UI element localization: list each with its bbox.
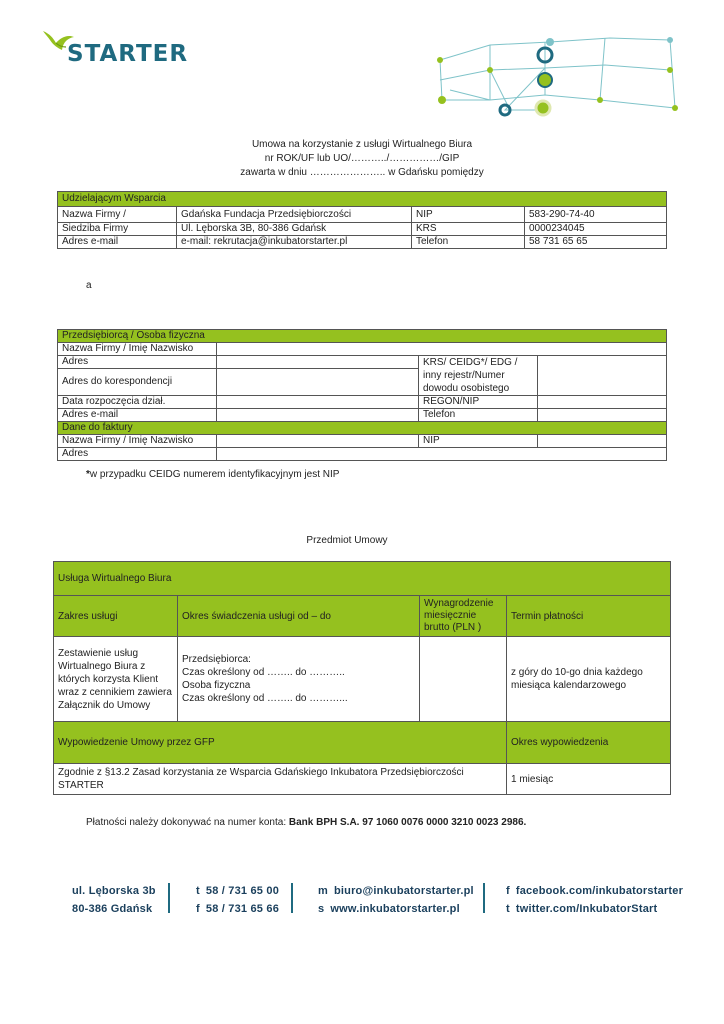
cell-label: Nazwa Firmy / Imię Nazwisko <box>58 343 217 356</box>
title-line-1: Umowa na korzystanie z usługi Wirtualnego Biura <box>251 139 473 150</box>
facebook-icon: f <box>506 885 510 897</box>
client-table <box>57 329 667 461</box>
conjunction: a <box>86 280 92 291</box>
phone-field[interactable] <box>538 409 667 422</box>
footer-contact <box>318 882 474 918</box>
payment-text: Płatności należy dokonywać na numer konta: <box>86 817 289 828</box>
termination-period-cell: 1 miesiąc <box>507 764 671 795</box>
cell-label: Adres do korespondencji <box>58 369 217 396</box>
footer-twitter-link[interactable]: twitter.com/InkubatorStart <box>515 903 658 915</box>
cell-value: Gdańska Fundacja Przedsiębiorczości <box>177 207 412 223</box>
name-field[interactable] <box>217 343 667 356</box>
table-row <box>58 448 667 461</box>
service-header-row <box>54 562 671 596</box>
cell-label: KRS/ CEIDG*/ EDG / inny rejestr/Numer dowodu osobistego <box>419 356 538 396</box>
email-field[interactable] <box>217 409 419 422</box>
footer-divider <box>168 883 170 913</box>
table-row <box>58 223 667 236</box>
footer-divider <box>483 883 485 913</box>
footer-address <box>72 882 156 918</box>
cell-label: Data rozpoczęcia dział. <box>58 396 217 409</box>
cell-label: Telefon <box>412 236 525 249</box>
cell-label: Siedziba Firmy <box>58 223 177 236</box>
period-line: Czas określony od …….. do ……….. <box>182 667 345 678</box>
address-field[interactable] <box>217 356 419 369</box>
cell-value: Ul. Lęborska 3B, 80-386 Gdańsk <box>177 223 412 236</box>
footnote <box>86 469 339 480</box>
column-header: Okres wypowiedzenia <box>507 722 671 764</box>
cell-value: e-mail: rekrutacja@inkubatorstarter.pl <box>177 236 412 249</box>
title-line-3: zawarta w dniu ………………….. w Gdańsku pomiędzy <box>240 167 484 178</box>
correspondence-field[interactable] <box>217 369 419 396</box>
table-row <box>58 356 667 369</box>
footnote-star: * <box>86 469 90 480</box>
payment-note <box>86 817 526 828</box>
web-icon: s <box>318 903 325 915</box>
due-cell: z góry do 10-go dnia każdego miesiąca kalendarzowego <box>507 637 671 722</box>
invoice-address-field[interactable] <box>217 448 667 461</box>
footer-social <box>506 882 683 918</box>
period-cell <box>178 637 420 722</box>
footer-address-line: 80-386 Gdańsk <box>72 903 153 915</box>
cell-label: Nazwa Firmy / Imię Nazwisko <box>58 435 217 448</box>
invoice-name-field[interactable] <box>217 435 419 448</box>
cell-label: Adres <box>58 448 217 461</box>
footer-divider <box>291 883 293 913</box>
cell-value: 0000234045 <box>525 223 667 236</box>
table-row <box>58 396 667 409</box>
table-row <box>58 236 667 249</box>
cell-value: 58 731 65 65 <box>525 236 667 249</box>
cell-label: NIP <box>412 207 525 223</box>
network-graphic <box>430 30 685 120</box>
cell-label: Adres e-mail <box>58 236 177 249</box>
scope-cell: Zestawienie usług Wirtualnego Biura z których korzysta Klient wraz z cennikiem zawiera Załącznik do Umowy <box>54 637 178 722</box>
fee-field[interactable] <box>420 637 507 722</box>
logo-wordmark: STARTER <box>67 41 189 67</box>
column-header: Okres świadczenia usługi od – do <box>178 596 420 637</box>
footer-phones <box>196 882 279 918</box>
footnote-text: w przypadku CEIDG numerem identyfikacyjnym jest NIP <box>89 469 340 480</box>
table-row <box>58 435 667 448</box>
section-title: Usługa Wirtualnego Biura <box>54 562 671 596</box>
footer-email-link[interactable]: biuro@inkubatorstarter.pl <box>333 885 474 897</box>
column-header: Wynagrodzenie miesięcznie brutto (PLN ) <box>420 596 507 637</box>
cell-label: Nazwa Firmy / <box>58 207 177 223</box>
table-row <box>58 343 667 356</box>
table-row <box>58 409 667 422</box>
client-header-row <box>58 330 667 343</box>
termination-rule-cell: Zgodnie z §13.2 Zasad korzystania ze Wsparcia Gdańskiego Inkubatora Przedsiębiorczości STARTER <box>54 764 507 795</box>
period-line: Przedsiębiorca: <box>182 654 251 665</box>
cell-label: REGON/NIP <box>419 396 538 409</box>
invoice-header-row <box>58 422 667 435</box>
table-row <box>54 764 671 795</box>
footer-phone: 58 / 731 65 00 <box>205 885 280 897</box>
provider-header-row <box>58 192 667 207</box>
cell-label: KRS <box>412 223 525 236</box>
period-line: Czas określony od …….. do ………... <box>182 693 348 704</box>
section-title: Wypowiedzenie Umowy przez GFP <box>54 722 507 764</box>
invoice-nip-field[interactable] <box>538 435 667 448</box>
column-header-row <box>54 596 671 637</box>
footer-fax: 58 / 731 65 66 <box>205 903 280 915</box>
column-header: Termin płatności <box>507 596 671 637</box>
period-line: Osoba fizyczna <box>182 680 251 691</box>
phone-icon: t <box>196 885 200 897</box>
cell-value: 583-290-74-40 <box>525 207 667 223</box>
table-row <box>58 207 667 223</box>
footer-facebook-link[interactable]: facebook.com/inkubatorstarter <box>515 885 684 897</box>
section-title: Dane do faktury <box>58 422 667 435</box>
twitter-icon: t <box>506 903 510 915</box>
section-title: Przedsiębiorcą / Osoba fizyczna <box>58 330 667 343</box>
krs-field[interactable] <box>538 356 667 396</box>
termination-header-row <box>54 722 671 764</box>
provider-table <box>57 191 667 249</box>
starter-logo <box>40 28 189 68</box>
contract-title <box>0 138 724 180</box>
regon-field[interactable] <box>538 396 667 409</box>
table-row <box>54 637 671 722</box>
footer-address-line: ul. Lęborska 3b <box>72 885 156 897</box>
cell-label: NIP <box>419 435 538 448</box>
title-line-2: nr ROK/UF lub UO/………../……………/GIP <box>264 153 460 164</box>
cell-label: Adres e-mail <box>58 409 217 422</box>
mail-icon: m <box>318 885 328 897</box>
fax-icon: f <box>196 903 200 915</box>
column-header: Zakres usługi <box>54 596 178 637</box>
cell-label: Telefon <box>419 409 538 422</box>
start-date-field[interactable] <box>217 396 419 409</box>
section-title: Udzielającym Wsparcia <box>58 192 667 207</box>
subject-table <box>53 561 671 795</box>
subject-heading: Przedmiot Umowy <box>306 535 388 546</box>
footer-website-link[interactable]: www.inkubatorstarter.pl <box>330 903 460 915</box>
cell-label: Adres <box>58 356 217 369</box>
bank-account: Bank BPH S.A. 97 1060 0076 0000 3210 0023 2986. <box>288 817 527 828</box>
